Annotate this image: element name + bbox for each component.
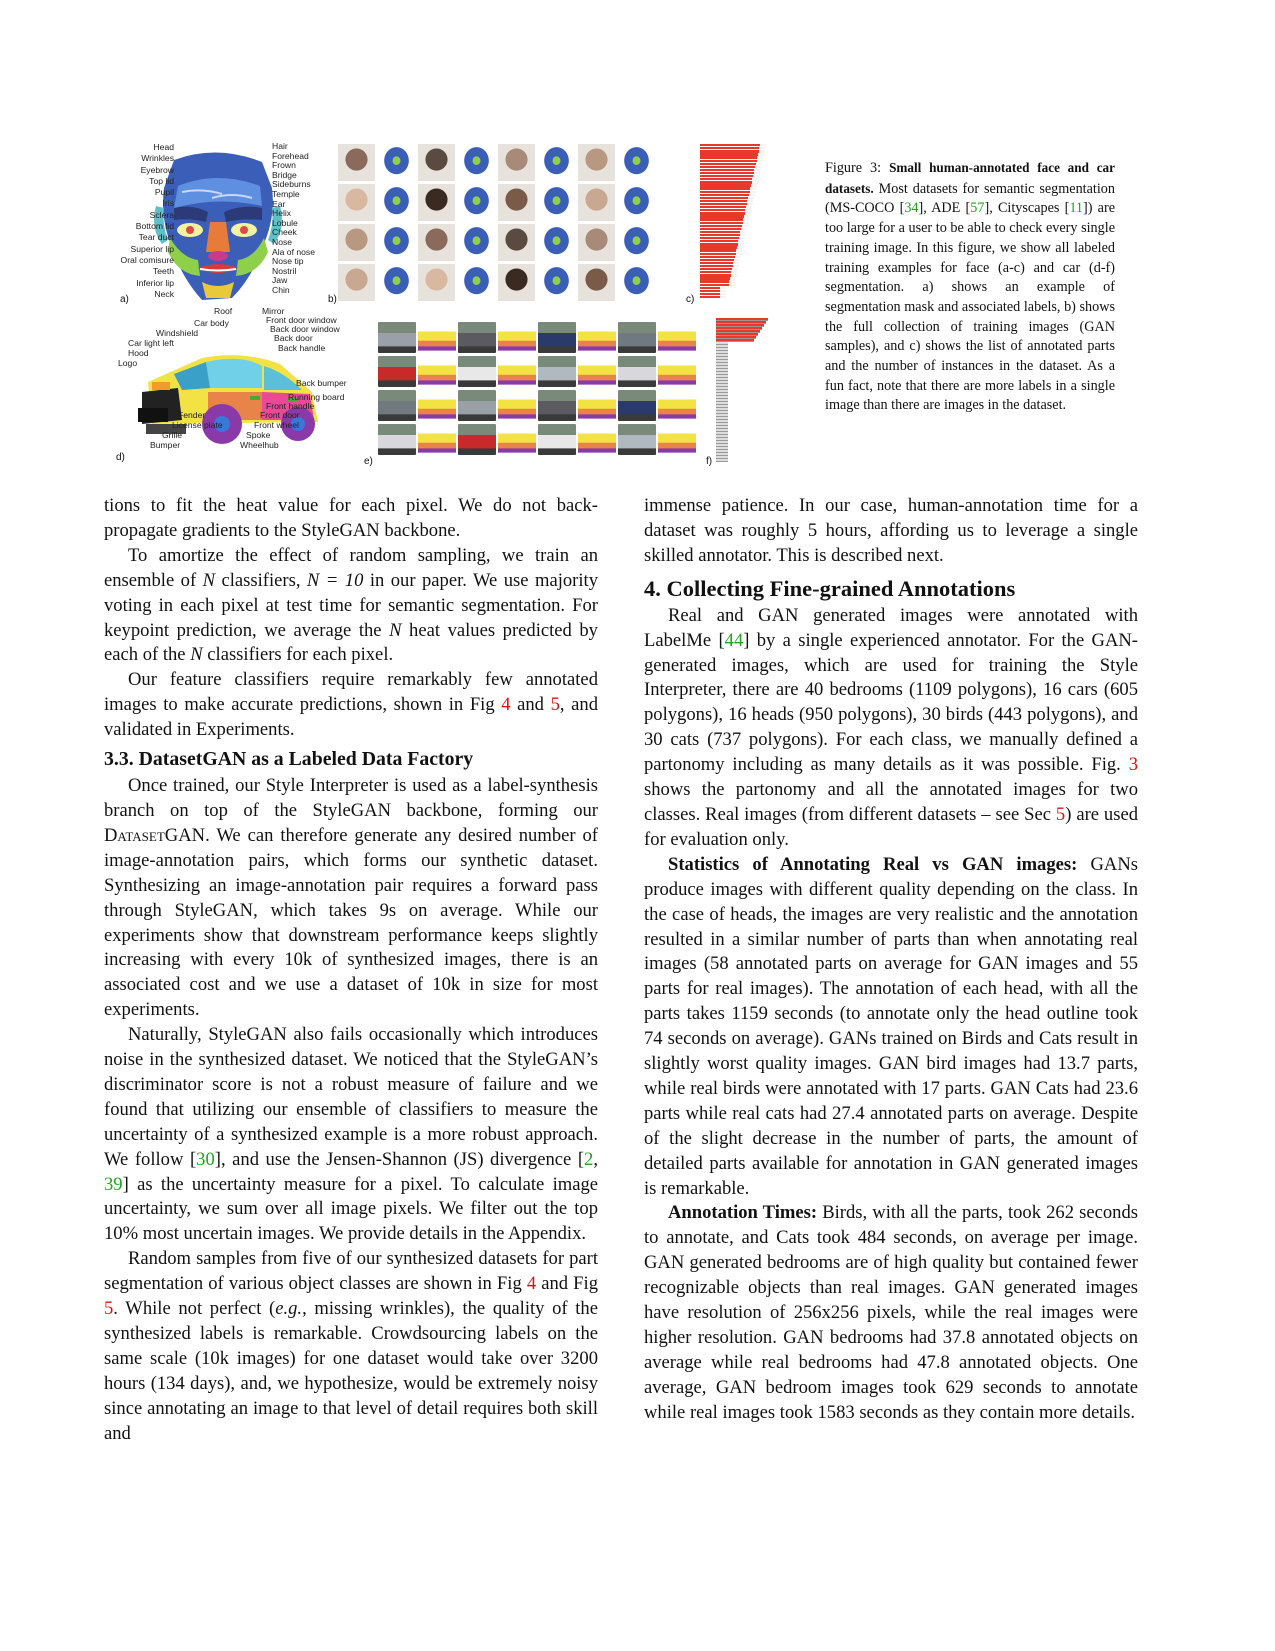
car-mask-thumbnail [498, 424, 536, 455]
math: N [389, 619, 402, 641]
label-back-door-window: Back door window [270, 324, 340, 334]
paragraph [104, 494, 598, 544]
car-photo-thumbnail [458, 356, 496, 387]
label-fender: Fender [178, 410, 206, 420]
car-photo-thumbnail [458, 390, 496, 421]
text: , [593, 1148, 598, 1170]
text: ] as the uncertainty measure for a pixel. To calculate image uncertainty, we sum over all image pixels. We filter out the top 10% most uncertain images. We provide details in the Appendix. [104, 1173, 598, 1245]
label-helix: Helix [272, 208, 292, 219]
label-sclera: Sclera [149, 209, 174, 220]
text: heat values predicted by each of the [104, 619, 598, 666]
car-mask-thumbnail [498, 356, 536, 387]
citation-link[interactable]: 57 [970, 200, 985, 217]
text: classifiers, [215, 569, 307, 591]
face-part-list-panel [686, 144, 770, 305]
label-back-handle: Back handle [278, 343, 326, 353]
face-mask-thumbnail [378, 224, 415, 261]
caption-text: ], Cityscapes [ [984, 200, 1070, 217]
face-mask-thumbnail [458, 264, 495, 301]
face-part-bar [700, 150, 765, 152]
label-bottom-lid: Bottom lid [135, 221, 174, 232]
car-mask-thumbnail [578, 390, 616, 421]
face-photo-thumbnail [498, 224, 535, 261]
face-part-bar [700, 234, 746, 236]
text: Real and GAN generated images were annotated with LabelMe [ [644, 604, 1138, 651]
figure-link[interactable]: 4 [501, 694, 511, 716]
run-in-heading: Statistics of Annotating Real vs GAN images: [668, 853, 1078, 875]
label-mirror: Mirror [262, 306, 285, 316]
panel-label-c: c) [686, 294, 695, 305]
panel-label-a: a) [120, 294, 129, 305]
figure-link[interactable]: 5 [104, 1298, 114, 1320]
face-part-bar [700, 228, 747, 230]
text: . We can therefore generate any desired number of image-annotation pairs, which forms our synthetic dataset. Synthesizing an image-annotation pair requires a forward pass through StyleGAN, which takes 9s on average. While our experiments show that downstream performance keeps slightly increasing with every 10k of synthesized images, there is an associated cost and we use a dataset of 10k in size for most experiments. [104, 824, 598, 1021]
paragraph [104, 668, 598, 743]
math: N [202, 569, 216, 591]
face-photo-thumbnail [338, 184, 375, 221]
face-part-bar [700, 215, 750, 217]
car-photo-thumbnail [378, 322, 416, 353]
caption-text: Most datasets for semantic segmentation (MS-COCO [ [825, 180, 1115, 217]
text: tions to fit the heat value for each pixel. We do not back-propagate gradients to the StyleGAN backbone. [104, 495, 598, 541]
face-photo-thumbnail [498, 184, 535, 221]
label-frown: Frown [272, 160, 296, 171]
label-iris: Iris [162, 198, 174, 209]
citation-link[interactable]: 44 [724, 629, 744, 651]
face-part-bar [700, 262, 739, 264]
car-part-list-panel [706, 318, 772, 468]
label-oral-comisure: Oral comisure [120, 254, 174, 265]
face-part-bar [700, 249, 742, 251]
car-mask-thumbnail [658, 390, 696, 421]
label-jaw: Jaw [272, 275, 288, 286]
label-top-lid: Top lid [149, 175, 174, 186]
label-spoke: Spoke [246, 430, 271, 440]
label-hood: Hood [128, 348, 149, 358]
car-photo-thumbnail [538, 390, 576, 421]
car-mask-thumbnail [578, 322, 616, 353]
face-thumbnails-panel [328, 144, 658, 305]
citation-link[interactable]: 11 [1069, 200, 1084, 217]
face-mask-thumbnail [458, 184, 495, 221]
section-heading-3-3: 3.3. DatasetGAN as a Labeled Data Factory [104, 748, 474, 771]
face-part-bar [700, 169, 760, 171]
car-thumbnails-panel [364, 322, 700, 467]
text: To amortize the effect of random sampling, we train an ensemble of [104, 544, 598, 591]
face-part-bar [700, 181, 758, 183]
citation-link[interactable]: 30 [196, 1148, 215, 1170]
label-eyebrow: Eyebrow [140, 164, 174, 175]
figure-link[interactable]: 3 [1128, 754, 1138, 776]
face-mask-thumbnail [618, 184, 655, 221]
math: N = 10 [306, 569, 364, 591]
figure-3 [112, 141, 772, 472]
citation-link[interactable]: 39 [104, 1173, 123, 1195]
face-part-bar [700, 237, 745, 239]
car-photo-thumbnail [458, 322, 496, 353]
text: Our feature classifiers require remarkably few annotated images to make accurate predictions, shown in Fig [104, 669, 598, 716]
right-column [644, 494, 1138, 1426]
face-labels-left [120, 142, 174, 300]
face-part-bar [700, 175, 759, 177]
face-photo-thumbnail [578, 224, 615, 261]
paragraph [644, 1201, 1138, 1425]
face-photo-thumbnail [498, 264, 535, 301]
text: , and validated in Experiments. [104, 694, 598, 741]
car-photo-thumbnail [458, 424, 496, 455]
label-forehead: Forehead [272, 150, 309, 161]
face-part-bar [700, 153, 764, 155]
face-part-bar [700, 277, 736, 279]
caption-title: Small human-annotated face and car datasets. [825, 160, 1116, 196]
label-front-handle: Front handle [266, 401, 315, 411]
car-photo-thumbnail [378, 390, 416, 421]
left-column [104, 494, 598, 1447]
face-part-bar [700, 184, 757, 186]
face-part-bar [700, 218, 749, 220]
face-part-bar [700, 271, 737, 273]
face-part-bar [700, 203, 753, 205]
label-ear: Ear [272, 198, 286, 209]
section-link[interactable]: 5 [1055, 803, 1066, 825]
face-part-bar [700, 296, 726, 298]
label-roof: Roof [214, 306, 233, 316]
face-labels-right [272, 142, 315, 296]
text: ], and use the Jensen-Shannon (JS) divergence [ [214, 1148, 585, 1170]
run-in-heading: Annotation Times: [668, 1202, 818, 1224]
face-photo-thumbnail [338, 264, 375, 301]
face-part-bar [700, 206, 752, 208]
label-sideburns: Sideburns [272, 179, 311, 190]
car-segmentation-panel [112, 306, 352, 472]
label-car-light-left: Car light left [128, 338, 174, 348]
method-name: DatasetGAN [104, 824, 206, 846]
text: . While not perfect ( [113, 1298, 276, 1320]
face-part-bar [700, 253, 742, 255]
label-temple: Temple [272, 188, 300, 199]
car-mask-thumbnail [578, 424, 616, 455]
text: ) are used for evaluation only. [644, 803, 1138, 850]
math: N [190, 644, 203, 666]
label-cheek: Cheek [272, 227, 297, 238]
face-mask-thumbnail [618, 144, 655, 181]
face-mask-thumbnail [538, 264, 575, 301]
face-part-bar [700, 194, 755, 196]
label-tear-duct: Tear duct [138, 232, 174, 243]
face-part-bar [700, 163, 762, 165]
label-hair: Hair [272, 141, 288, 151]
face-part-bar [700, 280, 735, 282]
text: and [510, 694, 551, 716]
figure-link[interactable]: 4 [526, 1273, 537, 1295]
text: immense patience. In our case, human-annotation time for a dataset was roughly 5 hours, affording us to leverage a single skilled annotator. This is described next. [644, 495, 1138, 566]
caption-text: ]) are too large for a user to be able to check every single training image. In this figure, we show all labeled training examples for face (a-c) and car (d-f) segmentation. a) shows an example of segmentation mask and associated labels, b) shows the full collection of training images (GAN samples), and c) shows the list of annotated parts and the number of instances in the dataset. As a fun fact, note that there are more labels in a single image than there are images in the dataset. [825, 200, 1115, 414]
face-part-bar [700, 225, 748, 227]
label-nose-tip: Nose tip [272, 256, 304, 267]
text: classifiers for each pixel. [202, 644, 394, 666]
figure-link[interactable]: 5 [550, 694, 560, 716]
panel-label-e: e) [364, 456, 373, 467]
paragraph [644, 604, 1138, 853]
label-bumper: Bumper [150, 440, 181, 450]
text: Naturally, StyleGAN also fails occasionally which introduces noise in the synthesized dataset. We noticed that the StyleGAN’s discriminator score is not a robust measure of failure and we found that utilizing our ensemble of classifiers to measure the uncertainty of a synthesized example is a more robust approach. We follow [ [104, 1024, 598, 1170]
text: Random samples from five of our synthesized datasets for part segmentation of various object classes are shown in Fig [104, 1248, 598, 1295]
car-photo-thumbnail [538, 356, 576, 387]
face-part-bar [700, 191, 756, 193]
car-mask-thumbnail [418, 424, 456, 455]
face-part-bar [700, 156, 763, 158]
label-running-board: Running board [288, 392, 345, 402]
label-logo: Logo [118, 358, 138, 368]
car-mask-thumbnail [658, 322, 696, 353]
face-mask-thumbnail [538, 184, 575, 221]
face-part-bar [700, 265, 739, 267]
car-photo-thumbnail [618, 390, 656, 421]
car-photo-thumbnail [538, 322, 576, 353]
face-part-bar [700, 259, 740, 261]
label-license-plate: License plate [172, 420, 223, 430]
text: Once trained, our Style Interpreter is used as a label-synthesis branch on top of the StyleGAN backbone, forming our [104, 775, 598, 821]
face-part-bar [700, 212, 751, 214]
face-part-bar [700, 268, 738, 270]
label-wrinkles: Wrinkles [141, 153, 174, 164]
face-part-bar [700, 256, 741, 258]
face-mask-thumbnail [458, 224, 495, 261]
face-photo-thumbnail [578, 264, 615, 301]
face-part-bar [700, 231, 746, 233]
paragraph [104, 1023, 598, 1247]
car-mask-thumbnail [658, 356, 696, 387]
face-part-bar [700, 290, 726, 292]
label-nose: Nose [272, 236, 293, 247]
face-mask-thumbnail [378, 264, 415, 301]
citation-link[interactable]: 34 [904, 200, 919, 217]
car-photo-thumbnail [378, 356, 416, 387]
face-photo-thumbnail [418, 264, 455, 301]
caption-text: ], ADE [ [918, 200, 971, 217]
face-mask-thumbnail [378, 144, 415, 181]
face-part-bar [700, 240, 744, 242]
face-part-bar [700, 200, 753, 202]
label-front-wheel: Front wheel [254, 420, 299, 430]
text: , missing wrinkles), the quality of the synthesized labels is remarkable. Crowdsourcing labels on the same scale (10k images) for one dataset would take over 3200 hours (134 days), and, we hypothesize, would be extremely noisy since annotating an image to that level of detail requires both skill and [104, 1298, 598, 1444]
car-photo-thumbnail [618, 322, 656, 353]
face-part-bar [700, 178, 758, 180]
face-part-bar [700, 243, 744, 245]
text: in our paper. We use majority voting in each pixel at test time for semantic segmentation. For keypoint prediction, we average the [104, 569, 598, 641]
face-part-bar [700, 284, 735, 286]
face-part-bar [700, 287, 726, 289]
label-teeth: Teeth [152, 266, 174, 277]
face-mask-thumbnail [538, 144, 575, 181]
paragraph [104, 1247, 598, 1446]
label-windshield: Windshield [156, 328, 199, 338]
face-part-bar [700, 147, 765, 149]
panel-label-f: f) [706, 456, 713, 467]
face-photo-thumbnail [338, 224, 375, 261]
face-part-bar [700, 160, 763, 162]
label-inferior-lip: Inferior lip [136, 277, 174, 288]
label-grille: Grille [162, 430, 183, 440]
face-photo-thumbnail [578, 144, 615, 181]
label-back-door: Back door [274, 333, 313, 343]
car-mask-thumbnail [498, 390, 536, 421]
car-photo-thumbnail [618, 424, 656, 455]
label-lobule: Lobule [272, 217, 298, 228]
car-photo-thumbnail [618, 356, 656, 387]
face-photo-thumbnail [578, 184, 615, 221]
label-neck: Neck [154, 288, 174, 299]
paragraph [644, 494, 1138, 569]
citation-link[interactable]: 2 [584, 1148, 594, 1170]
car-mask-thumbnail [418, 356, 456, 387]
car-mask-thumbnail [578, 356, 616, 387]
label-pupil: Pupil [154, 187, 174, 198]
face-mask-thumbnail [378, 184, 415, 221]
face-mask-thumbnail [458, 144, 495, 181]
face-part-bar [700, 222, 749, 224]
label-wheelhub: Wheelhub [240, 440, 279, 450]
figure-caption [825, 158, 1115, 416]
face-mask-thumbnail [618, 264, 655, 301]
label-ala-of-nose: Ala of nose [272, 246, 315, 257]
car-part-bar [716, 459, 728, 462]
car-mask-thumbnail [418, 322, 456, 353]
text: shows the partonomy and all the annotated images for two classes. Real images (from different datasets – see Sec [644, 779, 1138, 825]
face-part-bar [700, 172, 760, 174]
face-part-bar [700, 166, 761, 168]
label-car-body: Car body [194, 318, 229, 328]
car-photo-thumbnail [378, 424, 416, 455]
paragraph [104, 544, 598, 669]
face-part-bar [700, 197, 754, 199]
text: GANs produce images with different quality depending on the class. In the case of heads, the images are very realistic and the annotation resulted in a similar number of parts than when annotating real images (58 annotated parts on average for GAN images and 55 parts for real images). The annotation of each head, with all the parts takes 1159 seconds (to annotate only the head outline took 74 seconds on average). GANs trained on Birds and Cats result in slightly worst quality images. GAN bird images had 13.7 parts, while real birds were annotated with 17 parts. GAN Cats had 23.6 parts while real cats had 27.4 annotated parts on average. Despite of the slight decrease in the number of parts, the amount of detailed parts available for annotation in GAN generated images is remarkable. [644, 853, 1138, 1199]
face-photo-thumbnail [498, 144, 535, 181]
face-photo-thumbnail [418, 224, 455, 261]
label-front-door-window: Front door window [266, 315, 337, 325]
face-photo-thumbnail [338, 144, 375, 181]
car-mask-thumbnail [418, 390, 456, 421]
face-part-bar [700, 293, 726, 295]
face-part-bar [700, 144, 766, 146]
section-heading-4: 4. Collecting Fine-grained Annotations [644, 575, 1016, 601]
face-part-bar [700, 246, 743, 248]
face-photo-thumbnail [418, 144, 455, 181]
label-front-door: Front door [260, 410, 300, 420]
car-photo-thumbnail [538, 424, 576, 455]
text: ] by a single experienced annotator. For the GAN-generated images, which are used for training the Style Interpreter, there are 40 bedrooms (1109 polygons), 16 cars (605 polygons), 16 heads (950 polygons), 30 birds (443 polygons), and 30 cats (737 polygons). For each class, we manually defined a partonomy including as many details as it was possible. Fig. [644, 629, 1139, 776]
face-part-bar [700, 274, 737, 276]
face-part-bar [700, 187, 756, 189]
paragraph [644, 853, 1138, 1202]
panel-label-b: b) [328, 294, 337, 305]
label-back-bumper: Back bumper [296, 378, 347, 388]
label-superior-lip: Superior lip [130, 243, 174, 254]
label-bridge: Bridge [272, 169, 297, 180]
car-mask-thumbnail [658, 424, 696, 455]
face-mask-thumbnail [538, 224, 575, 261]
emphasis: e.g. [275, 1298, 303, 1320]
face-segmentation-panel [112, 141, 327, 308]
panel-label-d: d) [116, 452, 125, 463]
label-chin: Chin [272, 284, 290, 295]
text: and Fig [536, 1273, 598, 1295]
caption-prefix: Figure 3: [825, 160, 890, 176]
paragraph [104, 774, 598, 1023]
face-part-bar [700, 209, 751, 211]
face-photo-thumbnail [418, 184, 455, 221]
face-mask-thumbnail [618, 224, 655, 261]
text: Birds, with all the parts, took 262 seconds to annotate, and Cats took 484 seconds, on average per image. GAN generated bedrooms are of high quality but contained fewer recognizable objects than real images. GAN generated images have resolution of 256x256 pixels, while the real images were higher resolution. GAN bedrooms had 37.8 annotated objects on average while real bedrooms had 47.8 annotated objects. One average, GAN bedroom images took 629 seconds to annotate while real images took 1583 seconds as they contain more details. [644, 1202, 1139, 1423]
label-nostril: Nostril [272, 265, 297, 276]
label-head: Head [153, 142, 174, 152]
car-mask-thumbnail [498, 322, 536, 353]
